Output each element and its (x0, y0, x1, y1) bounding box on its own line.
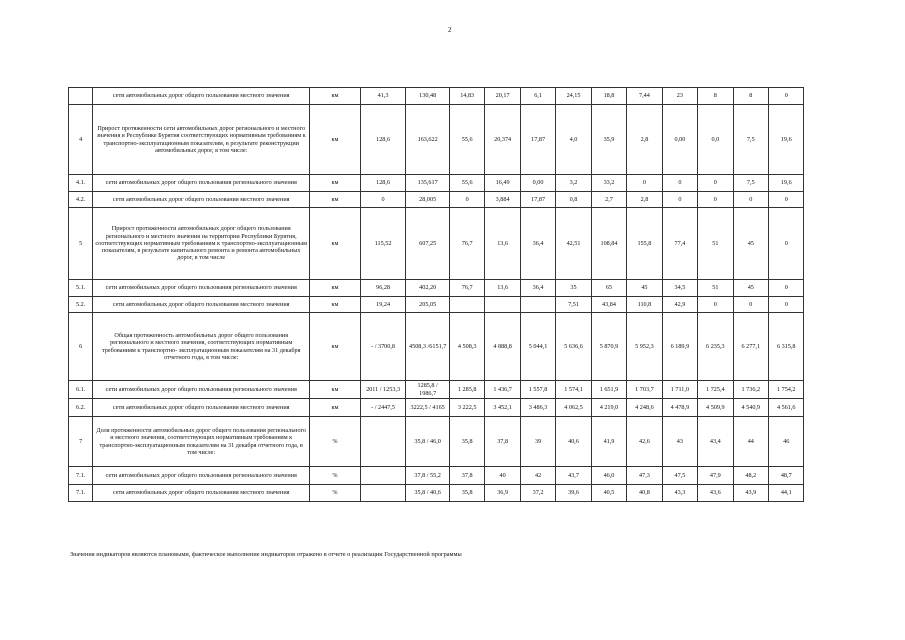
value-cell: 42 (520, 467, 555, 485)
value-cell: 43,9 (733, 485, 768, 502)
value-cell: 55,6 (449, 175, 484, 192)
table-row (69, 313, 836, 381)
value-cell: 0 (627, 175, 662, 192)
value-cell: 135,617 (406, 175, 450, 192)
value-cell: 1 725,4 (698, 381, 733, 399)
row-number-cell: 6 (69, 313, 93, 381)
value-cell: 1 754,2 (769, 381, 804, 399)
value-cell: 13,6 (485, 208, 520, 280)
value-cell: 37,2 (520, 485, 555, 502)
value-cell: 23 (662, 88, 697, 105)
value-cell: 48,2 (733, 467, 768, 485)
table-row (69, 280, 836, 297)
value-cell: 0 (769, 88, 804, 105)
value-cell: 39,6 (556, 485, 591, 502)
value-cell: 42,6 (627, 417, 662, 467)
unit-cell: км (310, 297, 361, 313)
value-cell: 7,44 (627, 88, 662, 105)
value-cell: 28,005 (406, 192, 450, 208)
value-cell: 37,8 (449, 467, 484, 485)
value-cell: 39 (520, 417, 555, 467)
value-cell: 3 452,1 (485, 399, 520, 417)
indicators-table (68, 87, 836, 502)
value-cell: 6,1 (520, 88, 555, 105)
row-number-cell: 7 (69, 417, 93, 467)
value-cell: 35,8 / 40,6 (406, 485, 450, 502)
value-cell: 0 (449, 192, 484, 208)
value-cell: 115,52 (360, 208, 406, 280)
value-cell: 0 (769, 208, 804, 280)
unit-cell: км (310, 175, 361, 192)
value-cell: 43,84 (591, 297, 626, 313)
value-cell: 36,4 (520, 208, 555, 280)
value-cell: 1 651,9 (591, 381, 626, 399)
indicator-description-cell: сети автомобильных дорог общего пользования регионального значения (93, 381, 310, 399)
footnote: Значения индикаторов являются плановыми, фактическое выполнение индикаторов отражено в отчете о реализации Государственной программы (70, 551, 462, 558)
value-cell: 4 248,6 (627, 399, 662, 417)
value-cell: 43 (662, 417, 697, 467)
unit-cell: км (310, 192, 361, 208)
value-cell: 47,5 (662, 467, 697, 485)
row-number-cell: 6.2. (69, 399, 93, 417)
table-row (69, 175, 836, 192)
value-cell: 13,6 (485, 280, 520, 297)
value-cell: 37,8 (485, 417, 520, 467)
table-row (69, 467, 836, 485)
value-cell: 155,8 (627, 208, 662, 280)
value-cell: 4 478,9 (662, 399, 697, 417)
value-cell (360, 417, 406, 467)
value-cell: 17,87 (520, 105, 555, 175)
value-cell: 402,20 (406, 280, 450, 297)
value-cell: - / 3700,8 (360, 313, 406, 381)
value-cell: 4,0 (556, 105, 591, 175)
indicator-description-cell: сети автомобильных дорог общего пользования местного значения (93, 88, 310, 105)
value-cell: 1 736,2 (733, 381, 768, 399)
value-cell: 51 (698, 208, 733, 280)
value-cell: 0 (662, 192, 697, 208)
value-cell: 5 952,3 (627, 313, 662, 381)
value-cell: 42,51 (556, 208, 591, 280)
unit-cell: км (310, 88, 361, 105)
value-cell: 20,374 (485, 105, 520, 175)
indicator-description-cell: Прирост протяженности автомобильных дорог общего пользования регионального и местного значения на территории Республики Бурятия, соответствующих нормативным требованиям к транспортно-эксплуатационным показателям, в результате капитального ремонта и ремонта автомобильных дорог, в том числе (93, 208, 310, 280)
value-cell: 6 235,3 (698, 313, 733, 381)
indicator-description-cell: сети автомобильных дорог общего пользования местного значения (93, 399, 310, 417)
value-cell: 4 219,0 (591, 399, 626, 417)
table-row (69, 381, 836, 399)
row-number-cell: 4 (69, 105, 93, 175)
value-cell: 6 189,9 (662, 313, 697, 381)
value-cell: 8 (698, 88, 733, 105)
indicator-description-cell: сети автомобильных дорог общего пользования местного значения (93, 297, 310, 313)
value-cell: 76,7 (449, 208, 484, 280)
value-cell: 3,884 (485, 192, 520, 208)
value-cell: 40,8 (627, 485, 662, 502)
indicator-description-cell: Доля протяженности автомобильных дорог общего пользования регионального и местного значения, соответствующих нормативным требованиям к транспортно-эксплуатационным показателям на 31 декабря отчетного года, в том числе: (93, 417, 310, 467)
indicator-description-cell: Прирост протяженности сети автомобильных дорог регионального и местного значения в Республике Бурятия соответствующих нормативным требованиям к транспортно-эксплуатационным показателям, в результате реконструкции автомобильных дорог, в том числе: (93, 105, 310, 175)
value-cell: 4 540,9 (733, 399, 768, 417)
value-cell: 37,8 / 55,2 (406, 467, 450, 485)
value-cell: 43,7 (556, 467, 591, 485)
value-cell: 19,24 (360, 297, 406, 313)
unit-cell: % (310, 485, 361, 502)
value-cell: 2,8 (627, 192, 662, 208)
value-cell: 4508,3 /6151,7 (406, 313, 450, 381)
value-cell: 5 870,9 (591, 313, 626, 381)
value-cell: 19,6 (769, 105, 804, 175)
value-cell: 0 (769, 297, 804, 313)
value-cell: 0 (698, 175, 733, 192)
value-cell: 0 (733, 297, 768, 313)
value-cell: 76,7 (449, 280, 484, 297)
value-cell: 128,6 (360, 105, 406, 175)
value-cell (485, 297, 520, 313)
value-cell: 1 285,8 (449, 381, 484, 399)
value-cell: 3 486,3 (520, 399, 555, 417)
value-cell: 44 (733, 417, 768, 467)
value-cell: 130,48 (406, 88, 450, 105)
value-cell: 1 574,1 (556, 381, 591, 399)
row-number-cell: 5 (69, 208, 93, 280)
value-cell: 0 (769, 280, 804, 297)
row-number-cell: 7.1. (69, 467, 93, 485)
value-cell: 44,1 (769, 485, 804, 502)
value-cell: 40,6 (556, 417, 591, 467)
value-cell: 45 (627, 280, 662, 297)
value-cell: 42,9 (662, 297, 697, 313)
value-cell: 4 509,9 (698, 399, 733, 417)
row-number-cell (69, 88, 93, 105)
value-cell: 65 (591, 280, 626, 297)
indicator-description-cell: Общая протяженность автомобильных дорог общего пользования регионального и местного значения, соответствующих нормативным требованиям к транспортно- эксплуатационным показателям на 31 декабря отчетного года, в том числе: (93, 313, 310, 381)
value-cell: 3 222,5 (449, 399, 484, 417)
table-row (69, 399, 836, 417)
value-cell: 35,8 (449, 485, 484, 502)
value-cell: 4 508,3 (449, 313, 484, 381)
value-cell: 2,7 (591, 192, 626, 208)
indicator-description-cell: сети автомобильных дорог общего пользования регионального значения (93, 175, 310, 192)
value-cell: 6 315,8 (769, 313, 804, 381)
value-cell: 2,8 (627, 105, 662, 175)
value-cell: 0 (662, 175, 697, 192)
value-cell: 14,83 (449, 88, 484, 105)
value-cell: 108,84 (591, 208, 626, 280)
unit-cell: % (310, 467, 361, 485)
value-cell: 41,9 (591, 417, 626, 467)
row-number-cell: 5.1. (69, 280, 93, 297)
value-cell: 1 703,7 (627, 381, 662, 399)
value-cell: 8 (733, 88, 768, 105)
value-cell: 36,4 (520, 280, 555, 297)
value-cell: 0,0 (698, 105, 733, 175)
unit-cell: км (310, 105, 361, 175)
value-cell: 35 (556, 280, 591, 297)
value-cell: 2011 / 1253,3 (360, 381, 406, 399)
value-cell: 35,8 (449, 417, 484, 467)
value-cell: 0,00 (520, 175, 555, 192)
value-cell: 7,51 (556, 297, 591, 313)
value-cell (360, 485, 406, 502)
value-cell: 4 888,8 (485, 313, 520, 381)
value-cell: 41,3 (360, 88, 406, 105)
value-cell: 43,3 (662, 485, 697, 502)
value-cell (360, 467, 406, 485)
value-cell: 7,5 (733, 175, 768, 192)
value-cell: 0 (733, 192, 768, 208)
value-cell: 24,15 (556, 88, 591, 105)
unit-cell: км (310, 313, 361, 381)
value-cell: 3222,5 / 4165 (406, 399, 450, 417)
row-number-cell: 6.1. (69, 381, 93, 399)
value-cell: 17,87 (520, 192, 555, 208)
indicator-description-cell: сети автомобильных дорог общего пользования местного значения (93, 485, 310, 502)
value-cell: 1285,8 / 1986,7 (406, 381, 450, 399)
table-row (69, 417, 836, 467)
value-cell: 20,17 (485, 88, 520, 105)
indicator-description-cell: сети автомобильных дорог общего пользования регионального значения (93, 467, 310, 485)
value-cell: 51 (698, 280, 733, 297)
value-cell: 3,2 (556, 175, 591, 192)
value-cell: 4 561,6 (769, 399, 804, 417)
value-cell: 4 062,5 (556, 399, 591, 417)
indicator-description-cell: сети автомобильных дорог общего пользования регионального значения (93, 280, 310, 297)
row-number-cell: 4.2. (69, 192, 93, 208)
value-cell: 46,0 (591, 467, 626, 485)
value-cell: 55,6 (449, 105, 484, 175)
value-cell: 163,622 (406, 105, 450, 175)
unit-cell: км (310, 381, 361, 399)
value-cell: 1 711,0 (662, 381, 697, 399)
table-row (69, 192, 836, 208)
value-cell: 18,8 (591, 88, 626, 105)
value-cell: 46 (769, 417, 804, 467)
value-cell: 45 (733, 208, 768, 280)
table-row (69, 208, 836, 280)
value-cell: 5 636,6 (556, 313, 591, 381)
unit-cell: км (310, 280, 361, 297)
value-cell: 128,6 (360, 175, 406, 192)
value-cell: 96,28 (360, 280, 406, 297)
value-cell: 16,49 (485, 175, 520, 192)
value-cell: 1 557,8 (520, 381, 555, 399)
table-row (69, 105, 836, 175)
value-cell: 47,3 (627, 467, 662, 485)
row-number-cell: 4.1. (69, 175, 93, 192)
value-cell: - / 2447,5 (360, 399, 406, 417)
value-cell: 77,4 (662, 208, 697, 280)
value-cell: 607,25 (406, 208, 450, 280)
value-cell: 7,5 (733, 105, 768, 175)
value-cell: 40 (485, 467, 520, 485)
table-row (69, 297, 836, 313)
value-cell: 0,00 (662, 105, 697, 175)
row-number-cell: 5.2. (69, 297, 93, 313)
row-number-cell: 7.1. (69, 485, 93, 502)
value-cell: 34,5 (662, 280, 697, 297)
unit-cell: % (310, 417, 361, 467)
value-cell: 36,9 (485, 485, 520, 502)
value-cell: 110,8 (627, 297, 662, 313)
value-cell: 48,7 (769, 467, 804, 485)
value-cell: 40,5 (591, 485, 626, 502)
value-cell: 0 (360, 192, 406, 208)
value-cell: 5 044,1 (520, 313, 555, 381)
value-cell: 45 (733, 280, 768, 297)
value-cell: 0 (698, 297, 733, 313)
page-number: 2 (448, 26, 452, 34)
table-row (69, 88, 836, 105)
value-cell: 0,8 (556, 192, 591, 208)
value-cell: 47,9 (698, 467, 733, 485)
value-cell: 1 436,7 (485, 381, 520, 399)
indicator-description-cell: сети автомобильных дорог общего пользования местного значения (93, 192, 310, 208)
value-cell (449, 297, 484, 313)
value-cell: 35,9 (591, 105, 626, 175)
value-cell: 43,6 (698, 485, 733, 502)
value-cell: 0 (698, 192, 733, 208)
value-cell: 35,8 / 46,0 (406, 417, 450, 467)
value-cell: 6 277,1 (733, 313, 768, 381)
value-cell: 205,05 (406, 297, 450, 313)
value-cell: 19,6 (769, 175, 804, 192)
value-cell: 0 (769, 192, 804, 208)
value-cell: 33,2 (591, 175, 626, 192)
value-cell (520, 297, 555, 313)
value-cell: 43,4 (698, 417, 733, 467)
unit-cell: км (310, 208, 361, 280)
unit-cell: км (310, 399, 361, 417)
table-row (69, 485, 836, 502)
